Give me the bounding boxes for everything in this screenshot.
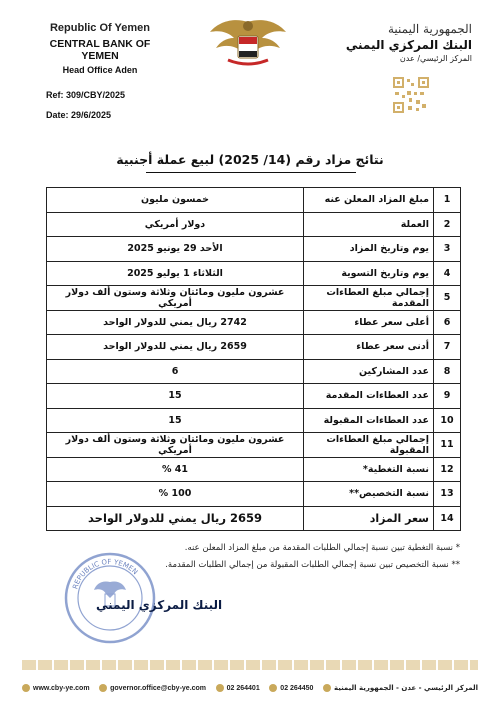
row-number: 6 [434,310,461,335]
row-number: 5 [434,286,461,311]
table-row [47,506,461,531]
table-row [47,335,461,360]
country-name: Republic Of Yemen [49,22,151,34]
decorative-band [22,660,478,670]
table-row [47,188,461,213]
row-value: عشرون مليون ومائتان وثلاثة وستون ألف دولار أمريكي [47,286,304,311]
phone-icon [216,684,224,692]
row-number: 11 [434,433,461,458]
row-number: 13 [434,482,461,507]
row-number: 8 [434,359,461,384]
row-value: 15 [47,384,304,409]
row-number: 7 [434,335,461,360]
email-icon [99,684,107,692]
reference-block [46,85,125,125]
row-number: 3 [434,237,461,262]
row-label: العملة [304,212,434,237]
globe-icon [22,684,30,692]
row-value: الثلاثاء 1 يوليو 2025 [47,261,304,286]
row-value: الأحد 29 يونيو 2025 [47,237,304,262]
table-row [47,212,461,237]
row-label: عدد العطاءات المقدمة [304,384,434,409]
row-label: إجمالي مبلغ العطاءات المقدمة [304,286,434,311]
document-date: Date: 29/6/2025 [46,110,112,120]
row-label: نسبة التغطية* [304,457,434,482]
footer-phone-2: 02 264450 [269,684,313,692]
auction-results-table [46,187,461,531]
row-number: 4 [434,261,461,286]
row-label: يوم وتاريخ التسوية [304,261,434,286]
row-value: 15 [47,408,304,433]
row-number: 9 [434,384,461,409]
row-label: عدد العطاءات المقبولة [304,408,434,433]
table-row [47,457,461,482]
qr-code-icon [392,76,430,114]
row-number: 10 [434,408,461,433]
footnote-coverage: * نسبة التغطية تبين نسبة إجمالي الطلبات المقدمة من مبلغ المزاد المعلن عنه. [184,543,460,553]
row-label: مبلغ المزاد المعلن عنه [304,188,434,213]
row-label: نسبة التخصيص** [304,482,434,507]
footer-address: المركز الرئيسي - عدن - الجمهورية اليمنية [323,684,478,692]
table-row [47,286,461,311]
row-label: سعر المزاد [304,506,434,531]
title-underline [146,172,356,173]
row-label: يوم وتاريخ المزاد [304,237,434,262]
footer-phone-1: 02 264401 [216,684,260,692]
country-name-ar: الجمهورية اليمنية [387,22,472,36]
row-label: عدد المشاركين [304,359,434,384]
row-number: 2 [434,212,461,237]
table-row [47,482,461,507]
bank-name: CENTRAL BANK OF YEMEN [49,38,151,62]
signature-text: البنك المركزي اليمني [96,598,223,612]
row-value: 41 % [47,457,304,482]
svg-text:REPUBLIC OF YEMEN: REPUBLIC OF YEMEN [71,557,140,591]
row-value: 2659 ريال يمني للدولار الواحد [47,506,304,531]
table-row [47,237,461,262]
footnote-allocation: ** نسبة التخصيص تبين نسبة إجمالي الطلبات المقبولة من إجمالي الطلبات المقدمة. [165,560,460,570]
document-title: نتائج مزاد رقم (14/ 2025) لبيع عملة أجنبية [116,152,384,167]
bank-name-ar: البنك المركزي اليمني [345,38,472,52]
office-name-ar: المركز الرئيسي/ عدن [399,54,472,63]
phone-icon [269,684,277,692]
location-icon [323,684,331,692]
row-value: 2742 ريال يمني للدولار الواحد [47,310,304,335]
reference-number: Ref: 309/CBY/2025 [46,90,126,100]
row-number: 12 [434,457,461,482]
footer-website[interactable]: www.cby-ye.com [22,684,90,692]
table-row [47,359,461,384]
row-value: 6 [47,359,304,384]
row-value: خمسون مليون [47,188,304,213]
table-row [47,310,461,335]
row-number: 1 [434,188,461,213]
table-row [47,261,461,286]
row-label: إجمالي مبلغ العطاءات المقبولة [304,433,434,458]
row-value: دولار أمريكي [47,212,304,237]
letterhead-english [30,22,170,75]
row-value: 100 % [47,482,304,507]
letterhead-arabic [322,22,472,63]
table-row [47,384,461,409]
row-value: 2659 ريال يمني للدولار الواحد [47,335,304,360]
footnotes [130,540,460,574]
table-row [47,433,461,458]
row-value: عشرون مليون ومائتان وثلاثة وستون ألف دولار أمريكي [47,433,304,458]
row-label: أدنى سعر عطاء [304,335,434,360]
footer [22,681,478,695]
eagle-emblem-icon [206,16,290,66]
table-row [47,408,461,433]
footer-email[interactable]: governor.office@cby-ye.com [99,684,206,692]
row-label: أعلى سعر عطاء [304,310,434,335]
row-number: 14 [434,506,461,531]
office-name: Head Office Aden [62,65,138,75]
